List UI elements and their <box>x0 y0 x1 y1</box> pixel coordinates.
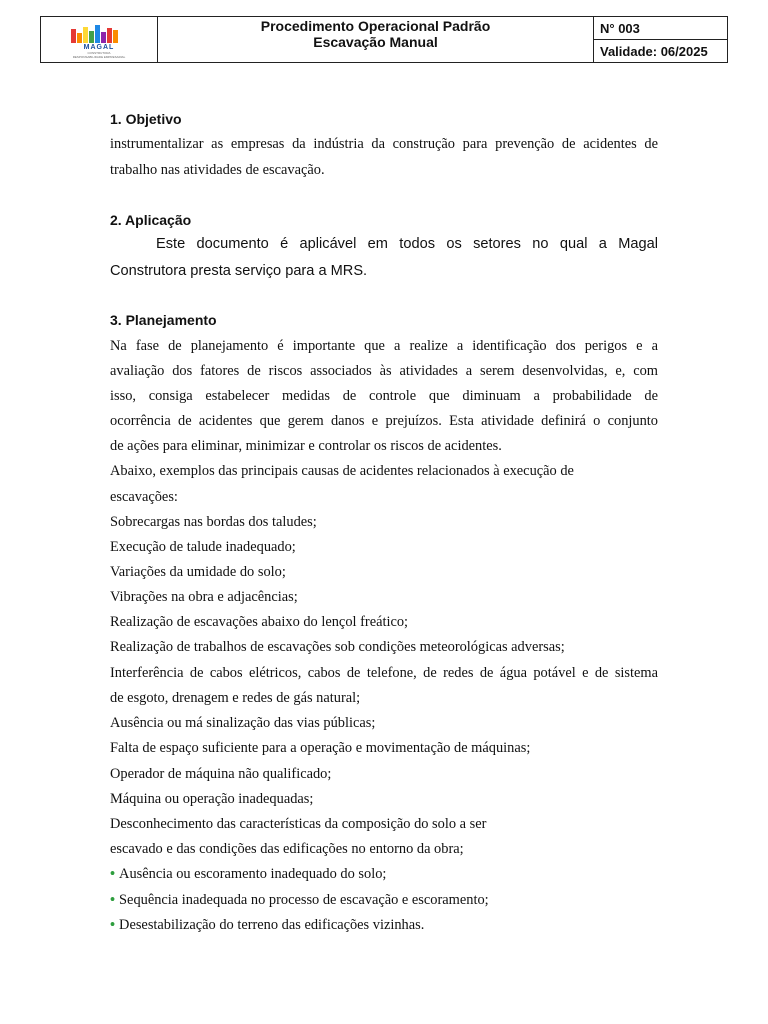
body-line: escavações: <box>110 489 178 505</box>
header-title-cell <box>158 17 594 62</box>
list-item: escavado e das condições das edificações no entorno da obra; <box>110 841 464 857</box>
body-line: trabalho nas atividades de escavação. <box>110 162 325 178</box>
body-line: avaliação dos fatores de riscos associados às atividades a serem desenvolvidas, e, com <box>110 363 658 379</box>
list-item: Operador de máquina não qualificado; <box>110 766 332 782</box>
bullet-icon: • <box>110 917 116 933</box>
logo-subtext: CONSTRUTORA <box>87 50 111 55</box>
bullet-text: Sequência inadequada no processo de escavação e escoramento; <box>119 892 489 908</box>
list-item: Interferência de cabos elétricos, cabos de telefone, de redes de água potável e de sistema <box>110 665 658 681</box>
list-item: Desconhecimento das características da composição do solo a ser <box>110 816 487 832</box>
company-logo <box>71 25 127 59</box>
list-item: Sobrecargas nas bordas dos taludes; <box>110 514 317 530</box>
logo-bars <box>71 25 127 43</box>
header-title-line1: Procedimento Operacional Padrão <box>260 18 491 34</box>
document-validity: Validade: 06/2025 <box>600 43 708 59</box>
logo-text: MAGAL <box>83 43 115 51</box>
header-meta-cell <box>594 17 727 62</box>
section-heading-planejamento: 3. Planejamento <box>110 312 217 328</box>
list-item: de esgoto, drenagem e redes de gás natural; <box>110 690 361 706</box>
body-line: Abaixo, exemplos das principais causas de acidentes relacionados à execução de <box>110 463 574 479</box>
header-title-line2: Escavação Manual <box>313 34 438 50</box>
body-line: Construtora presta serviço para a MRS. <box>110 263 368 279</box>
document-number: N° 003 <box>594 17 727 40</box>
list-item: Realização de trabalhos de escavações sob condições meteorológicas adversas; <box>110 639 565 655</box>
bullet-icon: • <box>110 866 116 882</box>
body-line: isso, consiga estabelecer medidas de controle que diminuam a probabilidade de <box>110 388 658 404</box>
bullet-text: Ausência ou escoramento inadequado do solo; <box>119 866 387 882</box>
section-heading-objetivo: 1. Objetivo <box>110 111 182 127</box>
list-item: Ausência ou má sinalização das vias públicas; <box>110 715 376 731</box>
body-line: instrumentalizar as empresas da indústria da construção para prevenção de acidentes de <box>110 136 658 152</box>
body-line: Na fase de planejamento é importante que a realize a identificação dos perigos e a <box>110 338 658 354</box>
bullet-text: Desestabilização do terreno das edificações vizinhas. <box>119 917 425 933</box>
bullet-item <box>110 917 424 934</box>
bullet-item <box>110 866 386 883</box>
bullet-item <box>110 892 489 909</box>
bullet-icon: • <box>110 892 116 908</box>
list-item: Vibrações na obra e adjacências; <box>110 589 298 605</box>
list-item: Variações da umidade do solo; <box>110 564 286 580</box>
section-heading-aplicacao: 2. Aplicação <box>110 212 192 228</box>
body-line: ocorrência de acidentes que gerem danos e prejuízos. Esta atividade definirá o conjunto <box>110 413 658 429</box>
body-line: Este documento é aplicável em todos os setores no qual a Magal <box>156 236 658 252</box>
list-item: Falta de espaço suficiente para a operação e movimentação de máquinas; <box>110 740 531 756</box>
body-line: de ações para eliminar, minimizar e controlar os riscos de acidentes. <box>110 438 502 454</box>
logo-cell <box>41 17 158 62</box>
document-header <box>40 16 728 63</box>
list-item: Execução de talude inadequado; <box>110 539 296 555</box>
logo-tagline: RESPONSABILIDADE EMPRESARIAL <box>72 54 126 59</box>
list-item: Realização de escavações abaixo do lençol freático; <box>110 614 409 630</box>
list-item: Máquina ou operação inadequadas; <box>110 791 314 807</box>
